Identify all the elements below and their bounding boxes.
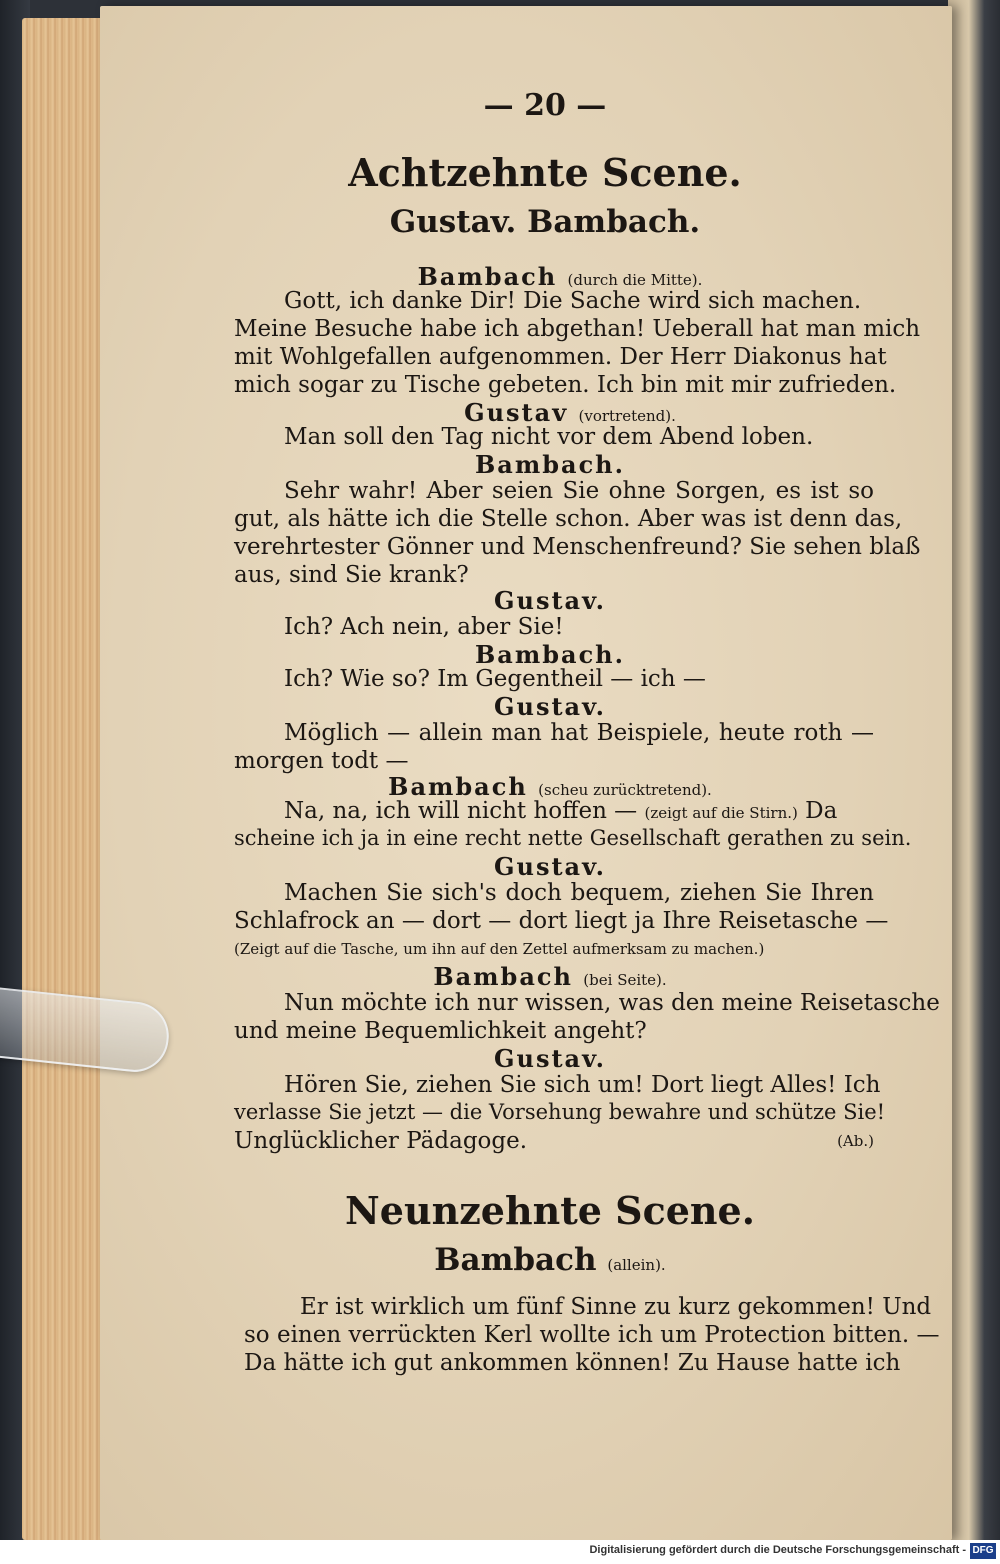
stage-direction: (zeigt auf die Stirn.) [644, 804, 798, 822]
dialogue-line: Man soll den Tag nicht vor dem Abend loben. [284, 424, 814, 450]
book-gutter [948, 0, 1000, 1540]
dialogue-text: Unglücklicher Pädagoge. [234, 1128, 528, 1154]
dialogue-line: Hören Sie, ziehen Sie sich um! Dort liegt Alles! Ich [284, 1072, 881, 1098]
page-number: — 20 — [483, 88, 607, 123]
speaker-heading [340, 772, 760, 801]
speaker-heading: Gustav. [494, 1044, 606, 1073]
dialogue-line: verlasse Sie jetzt — die Vorsehung bewahre und schütze Sie! [234, 1100, 886, 1124]
dialogue-line: mich sogar zu Tische gebeten. Ich bin mit mir zufrieden. [234, 372, 897, 398]
dialogue-line: aus, sind Sie krank? [234, 562, 469, 588]
dialogue-line: gut, als hätte ich die Stelle schon. Aber was ist denn das, [234, 506, 903, 532]
dialogue-line: und meine Bequemlichkeit angeht? [234, 1018, 647, 1044]
speaker-name: Bambach [388, 772, 528, 801]
stage-direction: (Zeigt auf die Tasche, um ihn auf den Zettel aufmerksam zu machen.) [234, 940, 765, 958]
speaker-heading: Bambach. [475, 640, 625, 669]
dialogue-line: Er ist wirklich um fünf Sinne zu kurz gekommen! Und [300, 1294, 932, 1320]
speaker-heading: Bambach. [475, 450, 625, 479]
scene-19-title: Neunzehnte Scene. [345, 1188, 755, 1233]
footer-bar [0, 1540, 1000, 1564]
stage-direction: (bei Seite). [583, 971, 667, 989]
dialogue-line: mit Wohlgefallen aufgenommen. Der Herr Diakonus hat [234, 344, 887, 370]
scene-18-cast: Gustav. Bambach. [389, 204, 701, 240]
speaker-name: Bambach [417, 262, 558, 291]
dialogue-line: Ich? Wie so? Im Gegentheil — ich — [284, 666, 706, 692]
dialogue-line: verehrtester Gönner und Menschenfreund? Sie sehen blaß [234, 534, 921, 560]
dialogue-line: so einen verrückten Kerl wollte ich um Protection bitten. — [244, 1322, 940, 1348]
speaker-heading: Gustav. [494, 692, 606, 721]
dialogue-line: Meine Besuche habe ich abgethan! Ueberall hat man mich [234, 316, 921, 342]
footer-credit: Digitalisierung gefördert durch die Deutsche Forschungsgemeinschaft - [589, 1544, 966, 1556]
speaker-heading [380, 398, 760, 427]
dialogue-line: Gott, ich danke Dir! Die Sache wird sich machen. [284, 288, 862, 314]
dialogue-text: Na, na, ich will nicht hoffen — [284, 798, 638, 824]
dialogue-line: Schlafrock an — dort — dort liegt ja Ihre Reisetasche — [234, 908, 889, 934]
speaker-heading [350, 262, 770, 291]
stage-direction: (scheu zurücktretend). [538, 781, 712, 799]
page-stack-edge [22, 18, 108, 1540]
stage-direction: (Ab.) [837, 1132, 874, 1150]
dialogue-text: Da [805, 798, 838, 824]
scene-19-cast [420, 1242, 680, 1278]
dialogue-line: Sehr wahr! Aber seien Sie ohne Sorgen, es ist so [284, 478, 874, 504]
stage-direction: (vortretend). [578, 407, 676, 425]
speaker-heading: Gustav. [494, 586, 606, 615]
speaker-name: Bambach [434, 1242, 597, 1278]
dialogue-line: Ich? Ach nein, aber Sie! [284, 614, 564, 640]
dialogue-line [234, 1128, 874, 1154]
speaker-heading [380, 962, 720, 991]
dialogue-line [284, 798, 874, 824]
dialogue-line: scheine ich ja in eine recht nette Gesellschaft gerathen zu sein. [234, 826, 912, 850]
dialogue-line: Machen Sie sich's doch bequem, ziehen Sie Ihren [284, 880, 874, 906]
dfg-logo: DFG [970, 1543, 996, 1559]
speaker-heading: Gustav. [494, 852, 606, 881]
stage-direction: (durch die Mitte). [567, 271, 703, 289]
stage-direction: (allein). [607, 1256, 666, 1274]
dialogue-line: Da hätte ich gut ankommen können! Zu Hause hatte ich [244, 1350, 901, 1376]
dialogue-line: Möglich — allein man hat Beispiele, heute roth — [284, 720, 874, 746]
speaker-name: Gustav [464, 398, 569, 427]
dialogue-line: Nun möchte ich nur wissen, was den meine Reisetasche [284, 990, 940, 1016]
scene-18-title: Achtzehnte Scene. [348, 150, 742, 195]
speaker-name: Bambach [433, 962, 573, 991]
dialogue-line: morgen todt — [234, 748, 409, 774]
